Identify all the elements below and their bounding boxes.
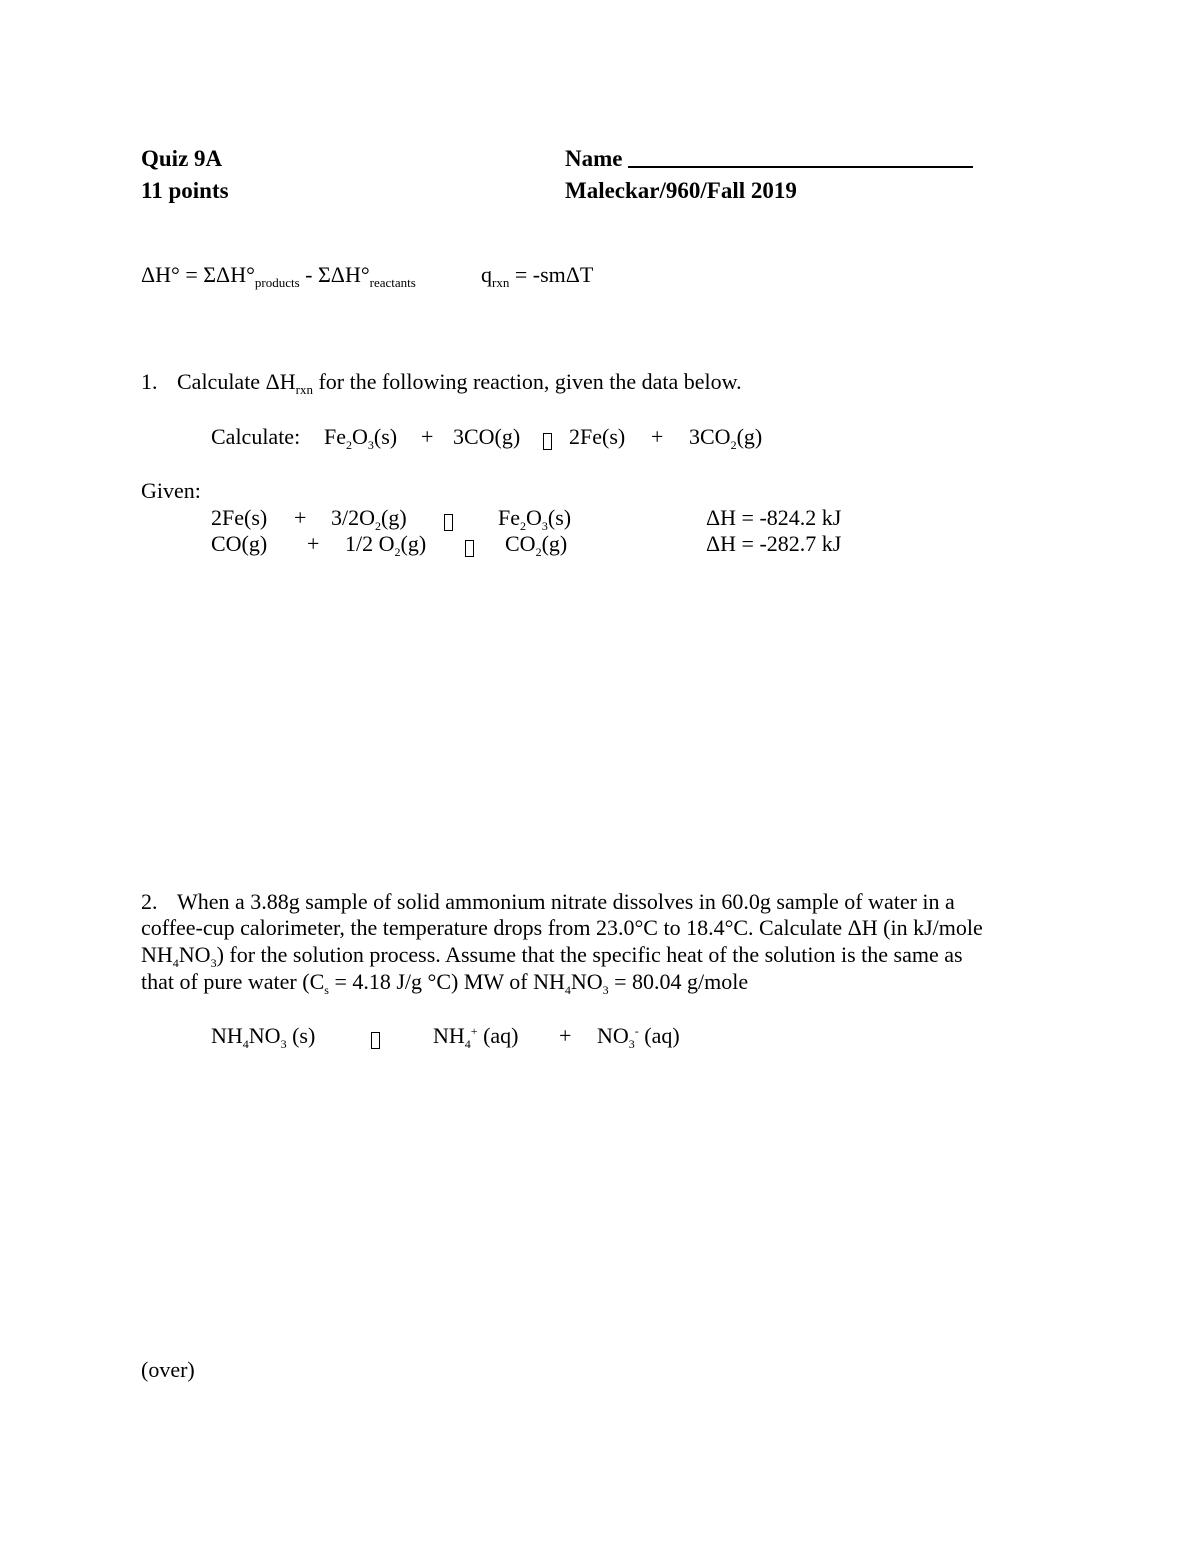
- q2-product-1: $NH_4^+$ (aq): [433, 1023, 519, 1051]
- question-1-number: 1.: [141, 369, 158, 394]
- given-2-product: $CO_2(g)$: [505, 531, 568, 559]
- question-2-line-1: When a 3.88g sample of solid ammonium nitrate dissolves in 60.0g sample of water in a: [177, 889, 955, 914]
- hess-mid: - ΣΔH°: [299, 262, 370, 287]
- calc-plus-1: +: [421, 424, 434, 449]
- question-2-line-4: that of pure water ($C_s = 4.18$ J/g °C) MW of $NH_4NO_3 = 80.04$ g/mole: [141, 969, 749, 997]
- given-2-reactant-2: 1/2 $O_2(g)$: [345, 531, 427, 559]
- reaction-arrow-icon: [543, 428, 552, 454]
- question-1-prompt: [177, 369, 742, 395]
- q1-text-a: Calculate ΔH: [177, 369, 296, 394]
- name-field[interactable]: [565, 146, 973, 172]
- question-2-line-2: coffee-cup calorimeter, the temperature drops from 23.0°C to 18.4°C. Calculate ΔH (in kJ/mole: [141, 915, 983, 940]
- course-info: Maleckar/960/Fall 2019: [565, 178, 797, 203]
- calc-product-2: $3CO_2(g)$: [689, 424, 763, 452]
- heat-formula: [481, 262, 593, 288]
- given-2-reactant-1: CO(g): [211, 531, 268, 556]
- calc-reactant-2: 3CO(g): [453, 424, 521, 449]
- given-2-enthalpy: ΔH = -282.7 kJ: [706, 531, 842, 556]
- calc-product-1: 2Fe(s): [569, 424, 626, 449]
- q-symbol: q: [481, 262, 492, 287]
- calc-reactant-1: $Fe_2O_3(s)$: [324, 424, 398, 452]
- name-blank-line[interactable]: [628, 146, 973, 168]
- q-sub: rxn: [492, 275, 510, 290]
- q2-reactant: $NH_4NO_3$ (s): [211, 1023, 316, 1051]
- points-label: 11 points: [141, 178, 229, 203]
- question-2-line-3: $NH_4NO_3$) for the solution process. Assume that the specific heat of the solution is the same as: [141, 942, 963, 970]
- hess-law-formula: [141, 262, 416, 288]
- q1-text-sub: rxn: [295, 382, 313, 397]
- given-1-enthalpy: ΔH = -824.2 kJ: [706, 505, 842, 530]
- question-2-number: 2.: [141, 889, 158, 914]
- given-1-plus: +: [294, 505, 307, 530]
- given-label: Given:: [141, 478, 201, 503]
- over-note: (over): [141, 1357, 195, 1382]
- calc-label: Calculate:: [211, 424, 301, 449]
- name-label: Name: [565, 146, 623, 171]
- hess-reactants-sub: reactants: [369, 275, 416, 290]
- q2-plus: +: [559, 1023, 572, 1048]
- q-rhs: = -smΔT: [509, 262, 594, 287]
- given-1-product: $Fe_2O_3(s)$: [498, 505, 572, 533]
- given-1-reactant-1: 2Fe(s): [211, 505, 268, 530]
- given-2-plus: +: [307, 531, 320, 556]
- q2-product-2: $NO_3^-$ (aq): [597, 1023, 680, 1051]
- quiz-title: Quiz 9A: [141, 146, 223, 171]
- hess-lhs: ΔH° = ΣΔH°: [141, 262, 255, 287]
- reaction-arrow-icon: [371, 1027, 380, 1053]
- given-1-reactant-2: $3/2O_2(g)$: [331, 505, 407, 533]
- q1-text-b: for the following reaction, given the data below.: [312, 369, 742, 394]
- calc-plus-2: +: [651, 424, 664, 449]
- reaction-arrow-icon: [444, 509, 453, 535]
- hess-products-sub: products: [254, 275, 300, 290]
- reaction-arrow-icon: [465, 535, 474, 561]
